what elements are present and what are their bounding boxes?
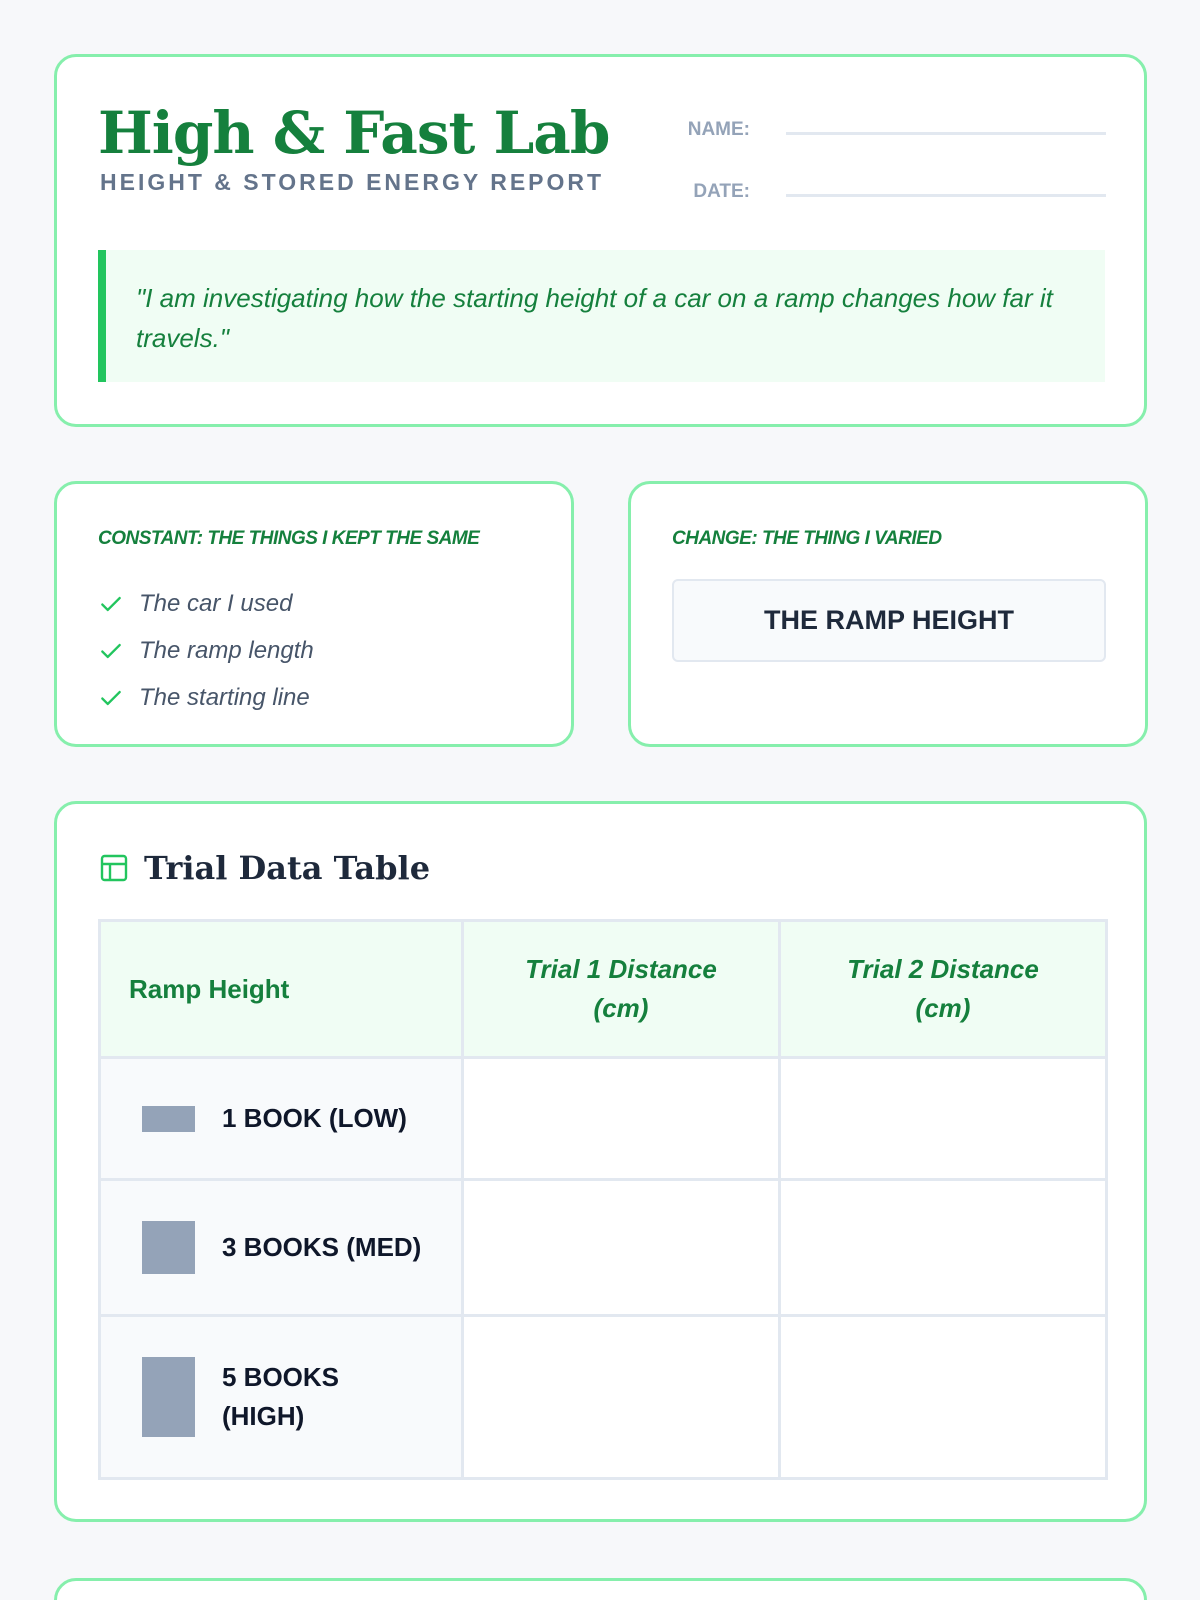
changed-variable: THE RAMP HEIGHT — [672, 579, 1106, 662]
page-title: High & Fast Lab — [98, 99, 610, 167]
row-label-cell — [100, 1058, 463, 1180]
trial2-cell[interactable] — [780, 1180, 1107, 1316]
research-question — [98, 250, 1105, 382]
trial1-cell[interactable] — [463, 1180, 780, 1316]
constant-card — [54, 481, 574, 747]
height-indicator — [142, 1221, 195, 1274]
name-label: NAME: — [687, 119, 750, 140]
row-label: 3 BOOKS (MED) — [222, 1232, 422, 1262]
table-heading — [98, 849, 430, 887]
height-indicator — [142, 1106, 195, 1132]
check-icon — [98, 638, 124, 664]
table-row — [100, 1058, 1107, 1180]
row-label: 5 BOOKS (HIGH) — [222, 1362, 340, 1431]
trial2-cell[interactable] — [780, 1316, 1107, 1479]
constant-item-label: The ramp length — [139, 636, 314, 664]
table-row — [100, 1180, 1107, 1316]
trial-data-card — [54, 801, 1147, 1522]
row-label-cell — [100, 1180, 463, 1316]
trial-data-table — [98, 919, 1108, 1480]
research-question-text: "I am investigating how the starting height of a car on a ramp changes how far it travels." — [136, 283, 1053, 353]
trial2-cell[interactable] — [780, 1058, 1107, 1180]
trial1-cell[interactable] — [463, 1316, 780, 1479]
height-indicator — [142, 1357, 195, 1437]
name-field[interactable] — [786, 132, 1106, 135]
column-header: Trial 2 Distance (cm) — [780, 921, 1107, 1058]
column-header: Trial 1 Distance (cm) — [463, 921, 780, 1058]
check-icon — [98, 591, 124, 617]
column-header: Ramp Height — [100, 921, 463, 1058]
date-label: DATE: — [693, 181, 750, 202]
row-label: 1 BOOK (LOW) — [222, 1103, 407, 1133]
page-subtitle: HEIGHT & STORED ENERGY REPORT — [100, 169, 605, 195]
check-icon — [98, 685, 124, 711]
constant-item-label: The starting line — [139, 683, 310, 711]
change-card — [628, 481, 1148, 747]
constant-item-label: The car I used — [139, 589, 293, 617]
change-heading: CHANGE: THE THING I VARIED — [672, 528, 942, 549]
row-label-cell — [100, 1316, 463, 1479]
date-field[interactable] — [786, 194, 1106, 197]
table-title: Trial Data Table — [144, 849, 431, 887]
table-icon — [98, 852, 130, 884]
constant-list — [98, 580, 314, 721]
list-item — [98, 627, 314, 674]
list-item — [98, 580, 314, 627]
header-card — [54, 54, 1147, 427]
list-item — [98, 674, 314, 721]
table-row — [100, 1316, 1107, 1479]
trial1-cell[interactable] — [463, 1058, 780, 1180]
table-header-row — [100, 921, 1107, 1058]
next-section-card — [54, 1578, 1147, 1600]
constant-heading: CONSTANT: THE THINGS I KEPT THE SAME — [98, 528, 480, 549]
